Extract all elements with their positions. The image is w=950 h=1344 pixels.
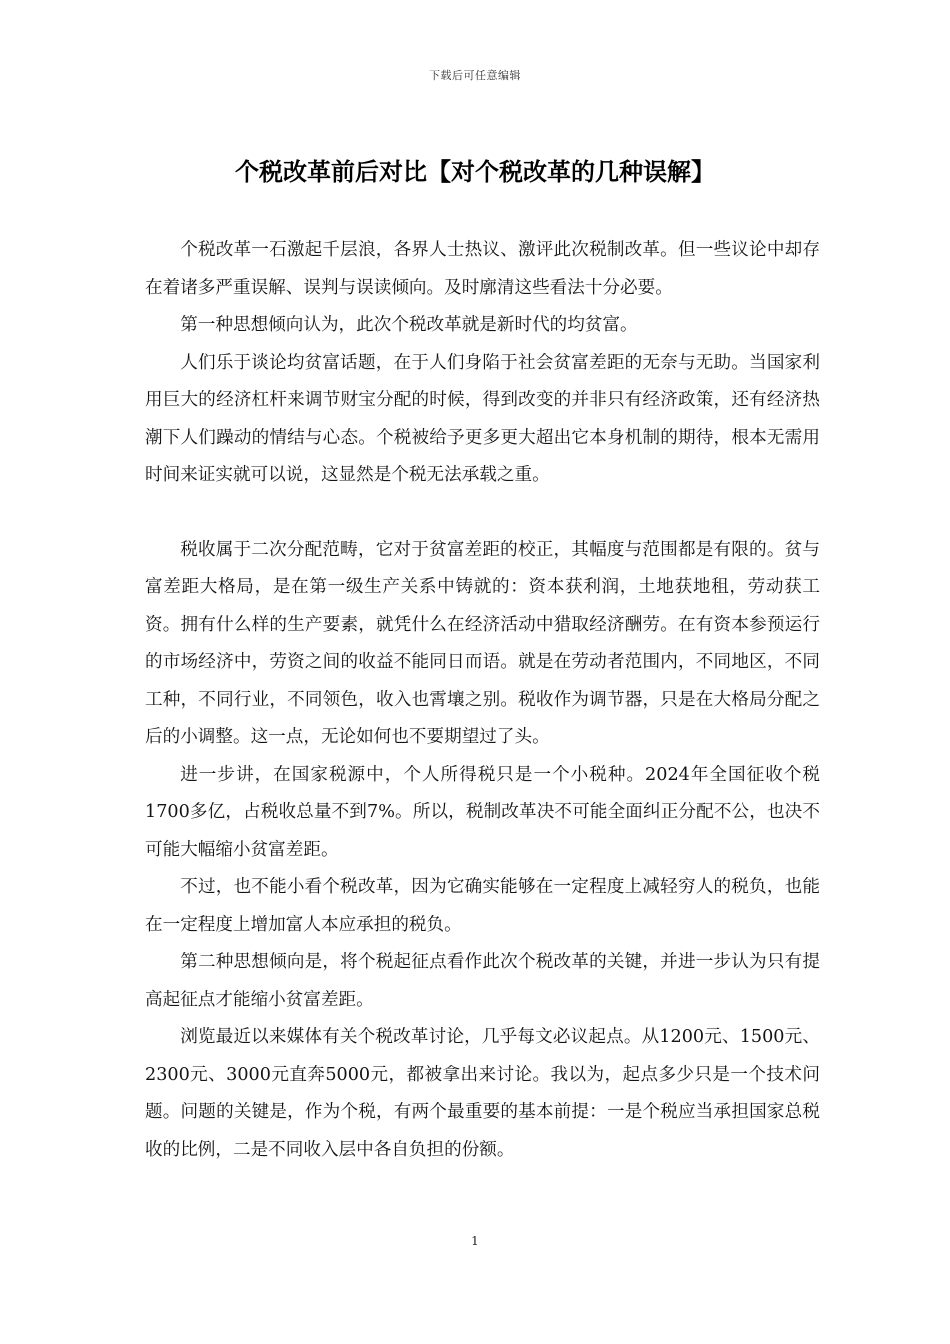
header-note: 下载后可任意编辑 <box>429 69 521 82</box>
paragraph: 不过，也不能小看个税改革，因为它确实能够在一定程度上减轻穷人的税负，也能在一定程度上增加富人本应承担的税负。 <box>145 877 820 935</box>
paragraph: 税收属于二次分配范畴，它对于贫富差距的校正，其幅度与范围都是有限的。贫与富差距大格局，是在第一级生产关系中铸就的：资本获利润，土地获地租，劳动获工资。拥有什么样的生产要素，就凭什么在经济活动中猎取经济酬劳。在有资本参预运行的市场经济中，劳资之间的收益不能同日而语。就是在劳动者范围内，不同地区，不同工种，不同行业，不同领色，收入也霄壤之别。税收作为调节器，只是在大格局分配之后的小调整。这一点，无论如何也不要期望过了头。 <box>145 539 820 747</box>
paragraph: 个税改革一石激起千层浪，各界人士热议、激评此次税制改革。但一些议论中却存在着诸多严重误解、误判与误读倾向。及时廓清这些看法十分必要。 <box>145 240 820 298</box>
paragraph: 第一种思想倾向认为，此次个税改革就是新时代的均贫富。 <box>180 315 638 335</box>
page-title: 个税改革前后对比【对个税改革的几种误解】 <box>235 157 715 186</box>
article-body <box>145 232 820 1169</box>
paragraph: 人们乐于谈论均贫富话题，在于人们身陷于社会贫富差距的无奈与无助。当国家利用巨大的经济杠杆来调节财宝分配的时候，得到改变的并非只有经济政策，还有经济热潮下人们躁动的情结与心态。个税被给予更多更大超出它本身机制的期待，根本无需用时间来证实就可以说，这显然是个税无法承载之重。 <box>145 352 820 485</box>
page-number: 1 <box>471 1234 479 1248</box>
paragraph: 浏览最近以来媒体有关个税改革讨论，几乎每文必议起点。从1200元、1500元、2300元、3000元直奔5000元，都被拿出来讨论。我以为，起点多少只是一个技术问题。问题的关键是，作为个税，有两个最重要的基本前提：一是个税应当承担国家总税收的比例，二是不同收入层中各自负担的份额。 <box>145 1027 820 1160</box>
paragraph: 第二种思想倾向是，将个税起征点看作此次个税改革的关键，并进一步认为只有提高起征点才能缩小贫富差距。 <box>145 952 820 1010</box>
paragraph: 进一步讲，在国家税源中，个人所得税只是一个小税种。2024年全国征收个税1700多亿，占税收总量不到7%。所以，税制改革决不可能全面纠正分配不公，也决不可能大幅缩小贫富差距。 <box>145 764 820 860</box>
